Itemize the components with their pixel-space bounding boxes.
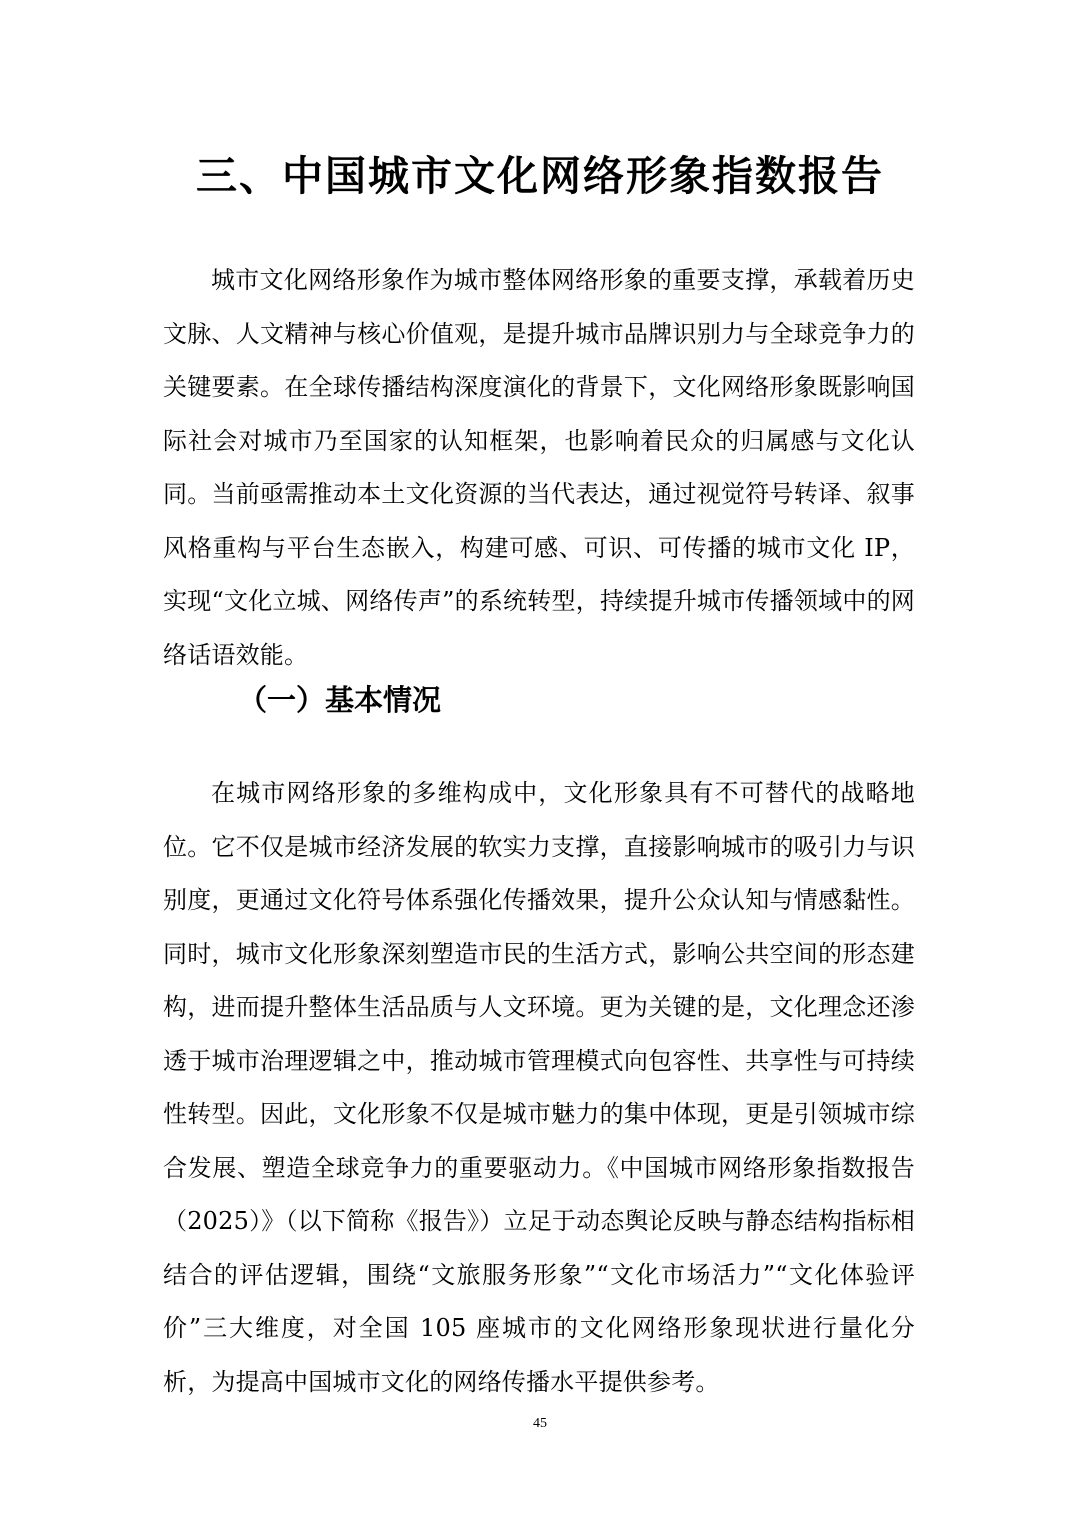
page-title: 三、中国城市文化网络形象指数报告 (196, 152, 884, 200)
basic-situation-paragraph: 在城市网络形象的多维构成中，文化形象具有不可替代的战略地位。它不仅是城市经济发展的软实力支撑，直接影响城市的吸引力与识别度，更通过文化符号体系强化传播效果，提升公众认知与情感黏性。同时，城市文化形象深刻塑造市民的生活方式，影响公共空间的形态建构，进而提升整体生活品质与人文环境。更为关键的是，文化理念还渗透于城市治理逻辑之中，推动城市管理模式向包容性、共享性与可持续性转型。因此，文化形象不仅是城市魅力的集中体现，更是引领城市综合发展、塑造全球竞争力的重要驱动力。《中国城市网络形象指数报告（2025）》（以下简称《报告》）立足于动态舆论反映与静态结构指标相结合的评估逻辑，围绕“文旅服务形象”“文化市场活力”“文化体验评价”三大维度，对全国 105 座城市的文化网络形象现状进行量化分析，为提高中国城市文化的网络传播水平提供参考。 (163, 779, 915, 1396)
page-number: 45 (533, 1416, 547, 1431)
section-heading: （一）基本情况 (238, 683, 442, 717)
intro-paragraph: 城市文化网络形象作为城市整体网络形象的重要支撑，承载着历史文脉、人文精神与核心价值观，是提升城市品牌识别力与全球竞争力的关键要素。在全球传播结构深度演化的背景下，文化网络形象既影响国际社会对城市乃至国家的认知框架，也影响着民众的归属感与文化认同。当前亟需推动本土文化资源的当代表达，通过视觉符号转译、叙事风格重构与平台生态嵌入，构建可感、可识、可传播的城市文化 IP，实现“文化立城、网络传声”的系统转型，持续提升城市传播领域中的网络话语效能。 (163, 266, 915, 669)
